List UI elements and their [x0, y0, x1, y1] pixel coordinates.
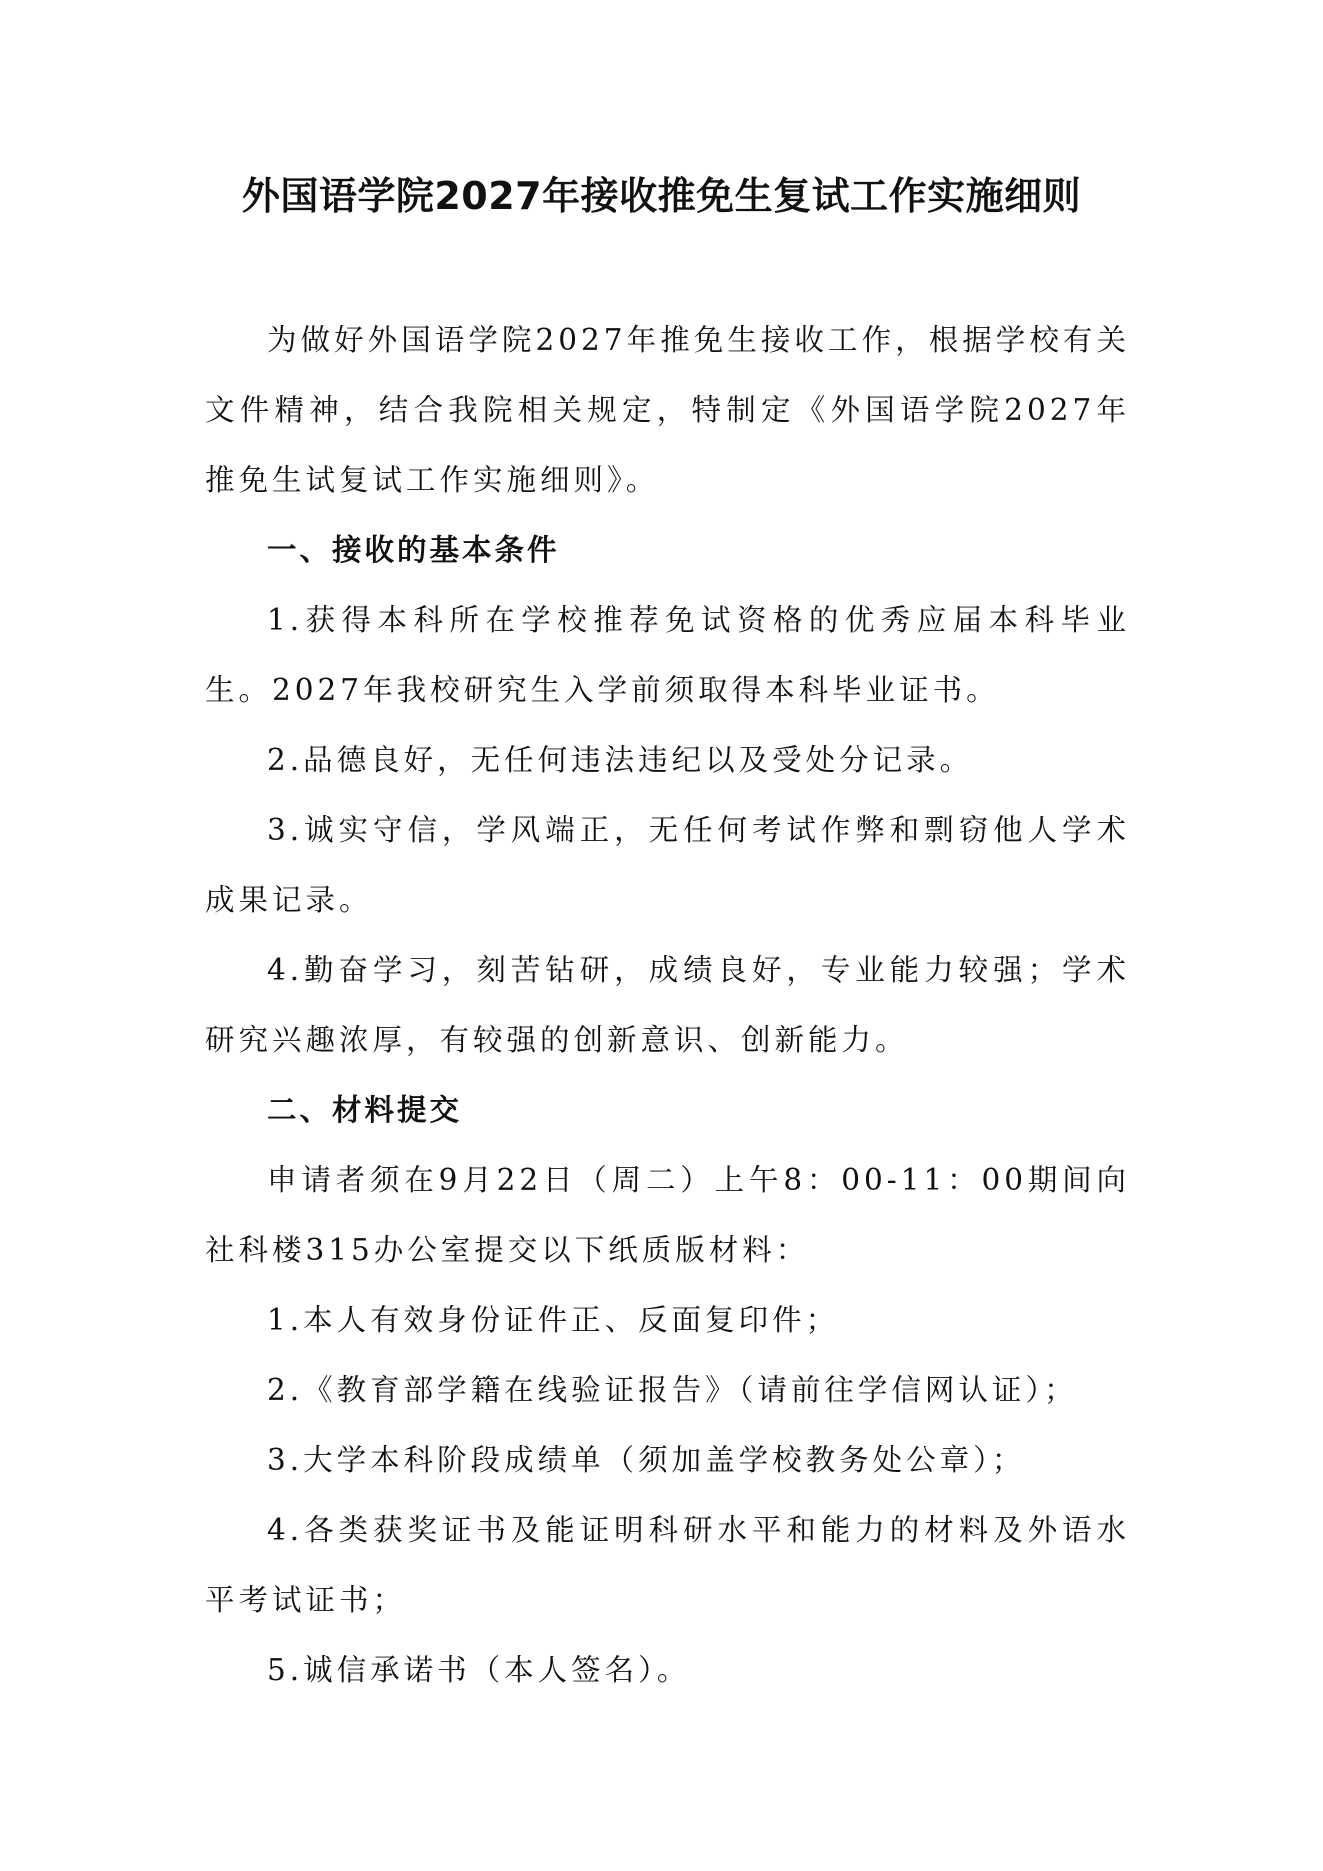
material-item: 5.诚信承诺书（本人签名）。: [267, 1653, 691, 1687]
materials-intro: 申请者须在9月22日（周二）上午8：00-11：00期间向社科楼315办公室提交以下纸质版材料：: [205, 1163, 1130, 1267]
condition-item: 2.品德良好，无任何违法违纪以及受处分记录。: [267, 743, 974, 777]
condition-item: 3.诚实守信，学风端正，无任何考试作弊和剽窃他人学术成果记录。: [205, 813, 1130, 917]
section-heading-conditions: 一、接收的基本条件: [267, 533, 560, 567]
document-body: [205, 305, 1130, 1705]
section-heading-materials: 二、材料提交: [267, 1093, 463, 1127]
document-title: 外国语学院2027年接收推免生复试工作实施细则: [241, 174, 1082, 218]
material-item: 3.大学本科阶段成绩单（须加盖学校教务处公章）；: [267, 1443, 1026, 1477]
condition-item: 4.勤奋学习，刻苦钻研，成绩良好，专业能力较强；学术研究兴趣浓厚，有较强的创新意识、创新能力。: [205, 953, 1130, 1057]
material-item: 1.本人有效身份证件正、反面复印件；: [267, 1303, 840, 1337]
intro-paragraph: 为做好外国语学院2027年推免生接收工作，根据学校有关文件精神，结合我院相关规定，特制定《外国语学院2027年推免生试复试工作实施细则》。: [205, 323, 1130, 497]
material-item: 2.《教育部学籍在线验证报告》（请前往学信网认证）；: [267, 1373, 1078, 1407]
condition-item: 1.获得本科所在学校推荐免试资格的优秀应届本科毕业生。2027年我校研究生入学前须取得本科毕业证书。: [205, 603, 1130, 707]
material-item: 4.各类获奖证书及能证明科研水平和能力的材料及外语水平考试证书；: [205, 1513, 1130, 1617]
